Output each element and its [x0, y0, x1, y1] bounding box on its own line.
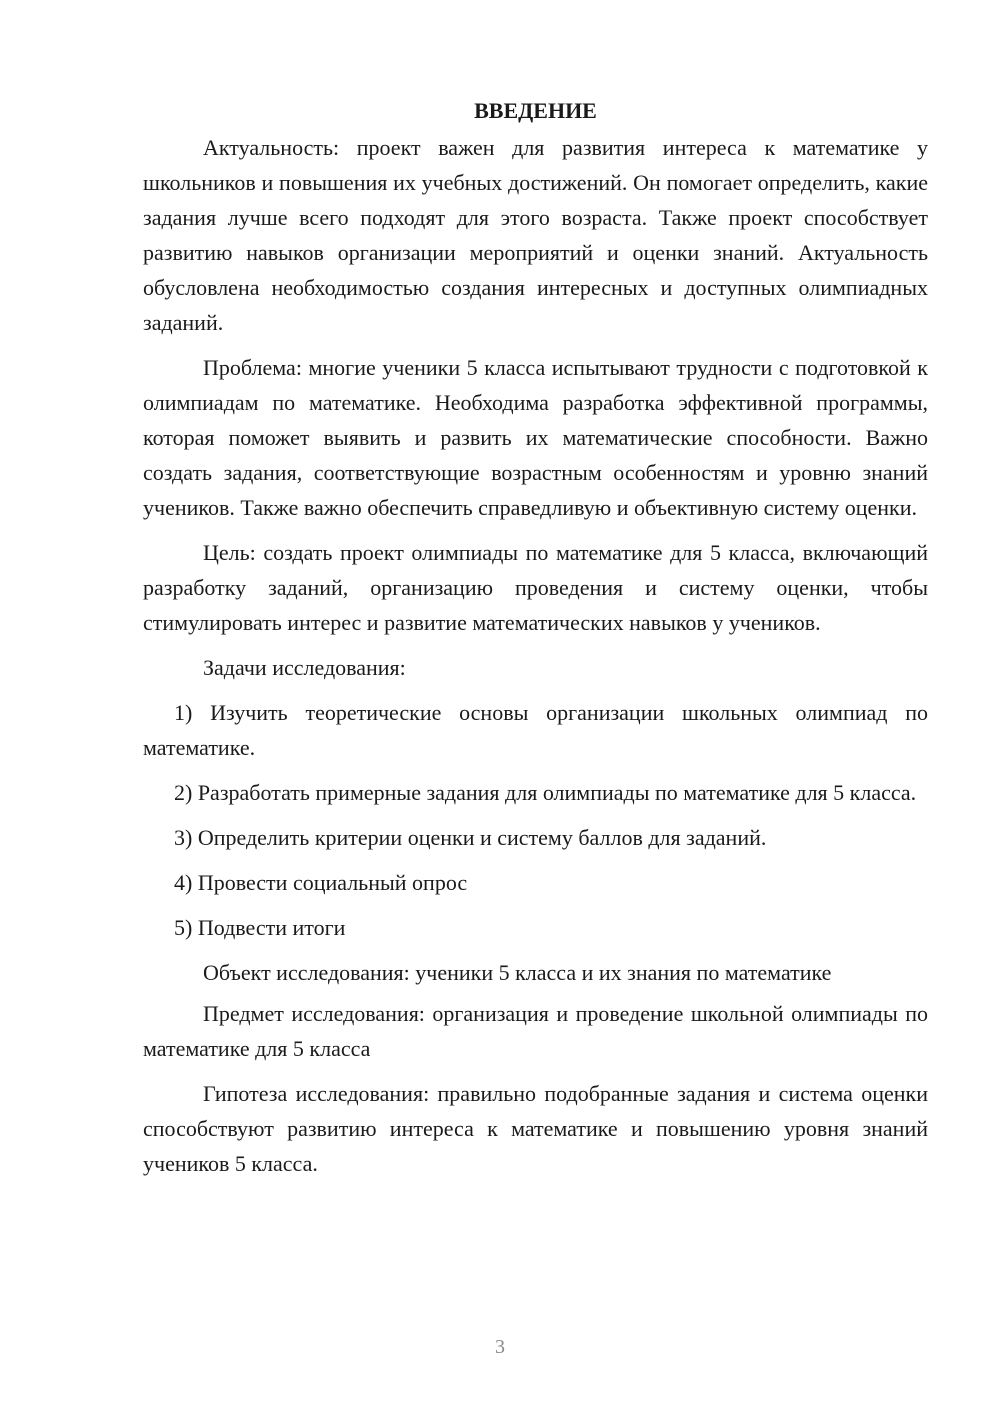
task-item-1: 1) Изучить теоретические основы организации школьных олимпиад по математике. — [143, 700, 928, 760]
relevance-paragraph: Актуальность: проект важен для развития интереса к математике у школьников и повышения их учебных достижений. Он помогает определить, какие задания лучше всего подходят для этого возраста. Также проект способствует развитию навыков организации мероприятий и оценки знаний. Актуальность обусловлена необходимостью создания интересных и доступных олимпиадных заданий. — [143, 135, 928, 335]
goal-paragraph: Цель: создать проект олимпиады по математике для 5 класса, включающий разработку заданий, организацию проведения и систему оценки, чтобы стимулировать интерес и развитие математических навыков у учеников. — [143, 540, 928, 635]
subject-paragraph: Предмет исследования: организация и проведение школьной олимпиады по математике для 5 класса — [143, 1001, 928, 1061]
tasks-title: Задачи исследования: — [203, 655, 406, 680]
task-item-4: 4) Провести социальный опрос — [174, 870, 468, 895]
object-paragraph: Объект исследования: ученики 5 класса и их знания по математике — [203, 960, 832, 985]
problem-paragraph: Проблема: многие ученики 5 класса испытывают трудности с подготовкой к олимпиадам по математике. Необходима разработка эффективной программы, которая поможет выявить и развить их математические способности. Важно создать задания, соответствующие возрастным особенностям и уровню знаний учеников. Также важно обеспечить справедливую и объективную систему оценки. — [143, 355, 928, 520]
page-number: 3 — [495, 1336, 505, 1358]
task-item-3: 3) Определить критерии оценки и систему баллов для заданий. — [174, 825, 767, 850]
hypothesis-paragraph: Гипотеза исследования: правильно подобранные задания и система оценки способствуют развитию интереса к математике и повышению уровня знаний учеников 5 класса. — [143, 1081, 928, 1176]
document-body — [143, 93, 928, 1191]
task-item-2: 2) Разработать примерные задания для олимпиады по математике для 5 класса. — [174, 780, 917, 805]
task-item-5: 5) Подвести итоги — [174, 915, 346, 940]
section-heading: ВВЕДЕНИЕ — [474, 98, 597, 123]
